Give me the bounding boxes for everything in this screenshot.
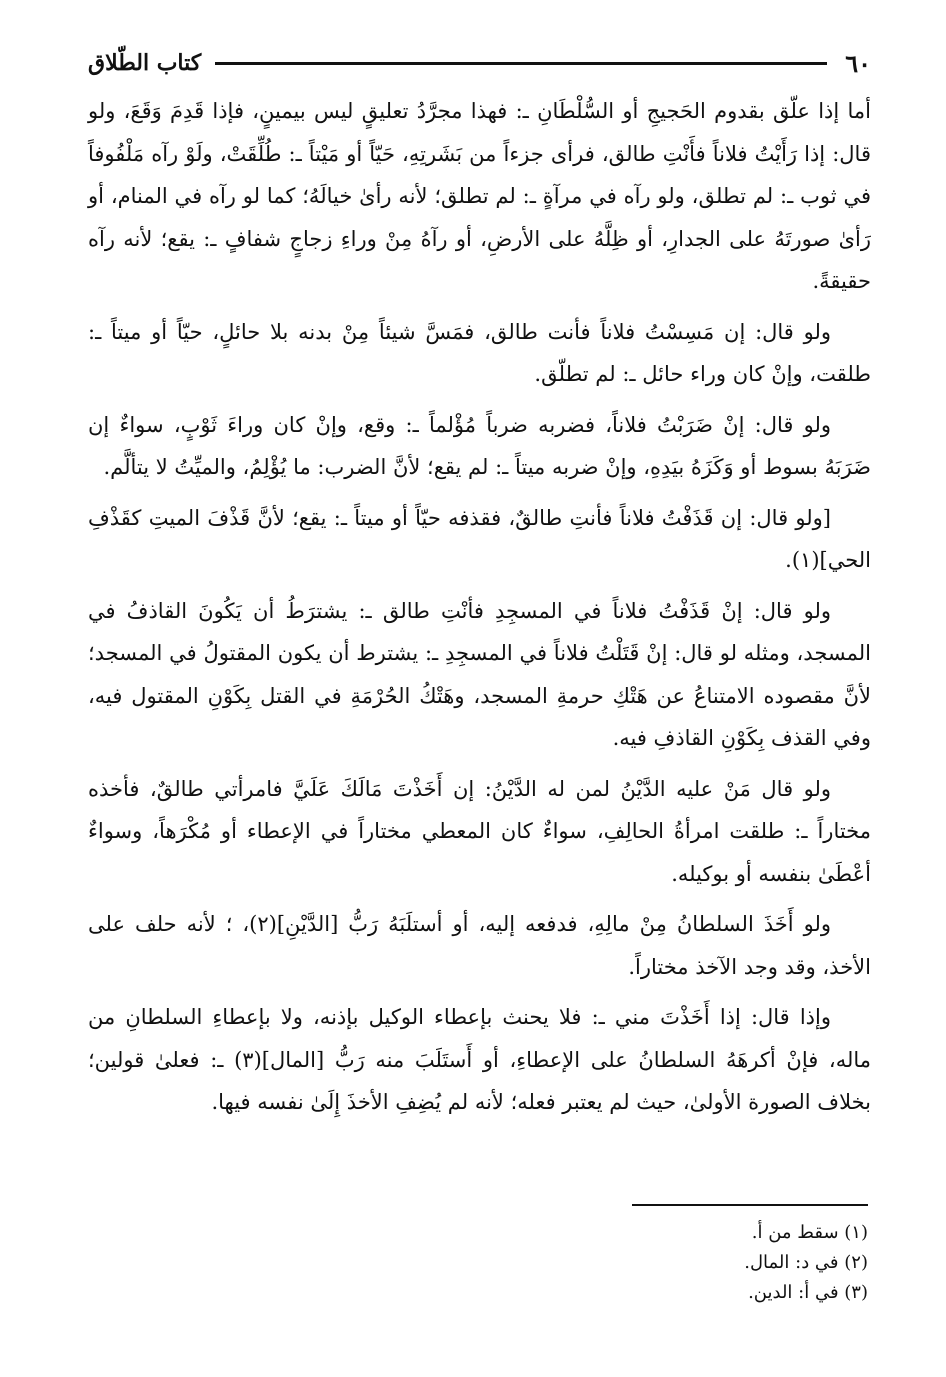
paragraph: ولو قال: إنْ ضَرَبْتُ فلاناً، فضربه ضرباً مُؤْلماً ـ: وقع، وإنْ كان وراءَ ثَوْبٍ، سواءٌ إن ضَرَبَهُ بسوط أو وَكَزَهُ بيَدِهِ، وإنْ ضربه ميتاً ـ: لم يقع؛ لأنَّ الضرب: ما يُؤْلِمُ، والميِّتُ لا يتألَّم. xyxy=(88,412,871,479)
header-rule xyxy=(215,62,827,65)
paragraph: وإذا قال: إذا أَخَذْتَ مني ـ: فلا يحنث بإعطاء الوكيل بإذنه، ولا بإعطاءِ السلطانِ من ماله، فإنْ أكرهَهُ السلطانُ على الإعطاءِ، أو أَستَلَبَ منه رَبُّ [المال](٣) ـ: فعلىٰ قولين؛ بخلاف الصورة الأولىٰ، حيث لم يعتبر فعله؛ لأنه لم يُضِفِ الأخذَ إِلَىٰ نفسه فيها. xyxy=(88,1005,871,1114)
paragraph: ولو أَخَذَ السلطانُ مِنْ مالِهِ، فدفعه إليه، أو أستلَبَهُ رَبُّ [الدَّيْنِ](٢)، ؛ لأنه حلف على الأخذ، وقد وجد الآخذ مختاراً. xyxy=(88,912,871,979)
paragraph: ولو قال مَنْ عليه الدَّيْنُ لمن له الدَّيْنُ: إن أَخَذْتَ مَالَكَ عَلَيَّ فامرأتي طالقٌ، فأخذه مختاراً ـ: طلقت امرأةُ الحالِفِ، سواءٌ كان المعطي مختاراً في الإعطاء أو مُكْرَهاً، وسواءٌ أعْطَىٰ بنفسه أو بوكيله. xyxy=(88,776,871,886)
running-title: كتاب الطّلاق xyxy=(88,50,202,76)
footnote: (٢) في د: المال. xyxy=(744,1252,868,1273)
page-number: ٦٠ xyxy=(845,48,871,78)
body-text xyxy=(88,90,871,1124)
footnote: (١) سقط من أ. xyxy=(751,1222,868,1243)
paragraph: ولو قال: إن مَسِسْتُ فلاناً فأنت طالق، فمَسَّ شيئاً مِنْ بدنه بلا حائلٍ، حيّاً أو ميتاً ـ: طلقت، وإنْ كان وراء حائل ـ: لم تطلّق. xyxy=(88,319,871,386)
paragraph: [ولو قال: إن قَذَفْتُ فلاناً فأنتِ طالقٌ، فقذفه حيّاً أو ميتاً ـ: يقع؛ لأنَّ قَذْفَ الميتِ كقَذْفِ الحي](١). xyxy=(88,505,871,572)
footnote: (٣) في أ: الدين. xyxy=(748,1282,868,1303)
footnote-divider xyxy=(632,1204,868,1206)
paragraph: أما إذا علّق بقدوم الحَجيجِ أو السُّلْطَانِ ـ: فهذا مجرَّدُ تعليقٍ ليس بيمينٍ، فإذا قَدِمَ وَقَعَ، ولو قال: إذا رَأَيْتُ فلاناً فأَنْتِ طالق، فرأى جزءاً من بَشَرتِهِ، حَيّاً أو مَيْتاً ـ: طُلِّقَتْ، ولَوْ رآه مَلْفُوفاً في ثوب ـ: لم تطلق، ولو رآه في مرآةٍ ـ: لم تطلق؛ لأنه رأىٰ خيالَهُ؛ كما لو رآه في المنام، أو رَأىٰ صورتَهُ على الجدارِ، أو ظِلَّهُ على الأرضِ، أو رآهُ مِنْ وراءِ زجاجٍ شفافٍ ـ: يقع؛ لأنه رآه حقيقةً. xyxy=(88,99,871,293)
footnotes xyxy=(744,1218,868,1308)
paragraph: ولو قال: إنْ قَذَفْتُ فلاناً في المسجِدِ فأنْتِ طالق ـ: يشترَطُ أن يَكُونَ القاذفُ في المسجد، ومثله لو قال: إنْ قَتَلْتُ فلاناً في المسجِدِ ـ: يشترط أن يكون المقتولُ في المسجد؛ لأنَّ مقصوده الامتناعُ عن هَتْكِ حرمةِ المسجد، وهَتْكُ الحُرْمَةِ في القتل بِكَوْنِ المقتول فيه، وفي القذف بِكَوْنِ القاذفِ فيه. xyxy=(88,598,871,750)
page-header xyxy=(88,46,871,80)
